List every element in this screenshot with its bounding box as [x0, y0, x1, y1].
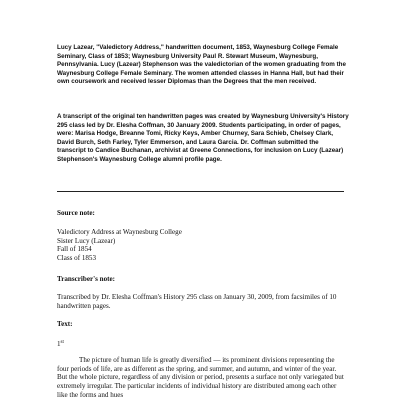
source-note-heading: Source note: — [57, 209, 95, 217]
page-number: 1 — [57, 340, 61, 348]
source-line: Valedictory Address at Waynesburg College — [57, 228, 182, 236]
page-ordinal-suffix: st — [60, 340, 64, 345]
transcript-body-text: The picture of human life is greatly diversified — its prominent divisions representing the four periods of life, are as different as the spring, and summer, and autumn, and winter of the year. But the whole picture, regardless of any division or period, presents a surface not only variegated but extremely irregular. The particular incidents of individual history are distributed among each other like the forms and hues — [57, 356, 344, 399]
intro-paragraph-citation: Lucy Lazear, "Valedictory Address," handwritten document, 1853, Waynesburg College Female Seminary, Class of 1853; Waynesburg University Paul R. Stewart Museum, Waynesburg, Pennsylvania. Lucy (Lazear) Stephenson was the valedictorian of the women graduating from the Waynesburg College Female Seminary. The women attended classes in Hanna Hall, but had their own coursework and received lesser Diplomas than the Degrees that the men received. — [57, 44, 346, 86]
intro-paragraph-transcript-credits: A transcript of the original ten handwritten pages was created by Waynesburg University's History 295 class led by Dr. Elesha Coffman, 30 January 2009. Students participating, in order of pages, were: Marisa Hodge, Breanne Tomi, Ricky Keys, Amber Churney, Sara Schieb, Chelsey Clark, David Burch, Seth Farley, Tyler Emmerson, and Laura Garcia. Dr. Coffman submitted the transcript to Candice Buchanan, archivist at Greene Connections, for inclusion on Lucy (Lazear) Stephenson's Waynesburg College alumni profile page. — [57, 113, 349, 163]
page-marker — [57, 339, 64, 349]
source-line: Fall of 1854 — [57, 245, 92, 254]
source-line: Sister Lucy (Lazear) — [57, 236, 116, 245]
transcriber-note-heading: Transcriber's note: — [57, 275, 115, 283]
source-note-lines — [57, 228, 182, 263]
section-divider — [57, 191, 344, 192]
source-line: Class of 1853 — [57, 254, 97, 263]
transcriber-note-body: Transcribed by Dr. Elesha Coffman's History 295 class on January 30, 2009, from facsimiles of 10 handwritten pages. — [57, 293, 337, 310]
text-heading: Text: — [57, 320, 73, 328]
